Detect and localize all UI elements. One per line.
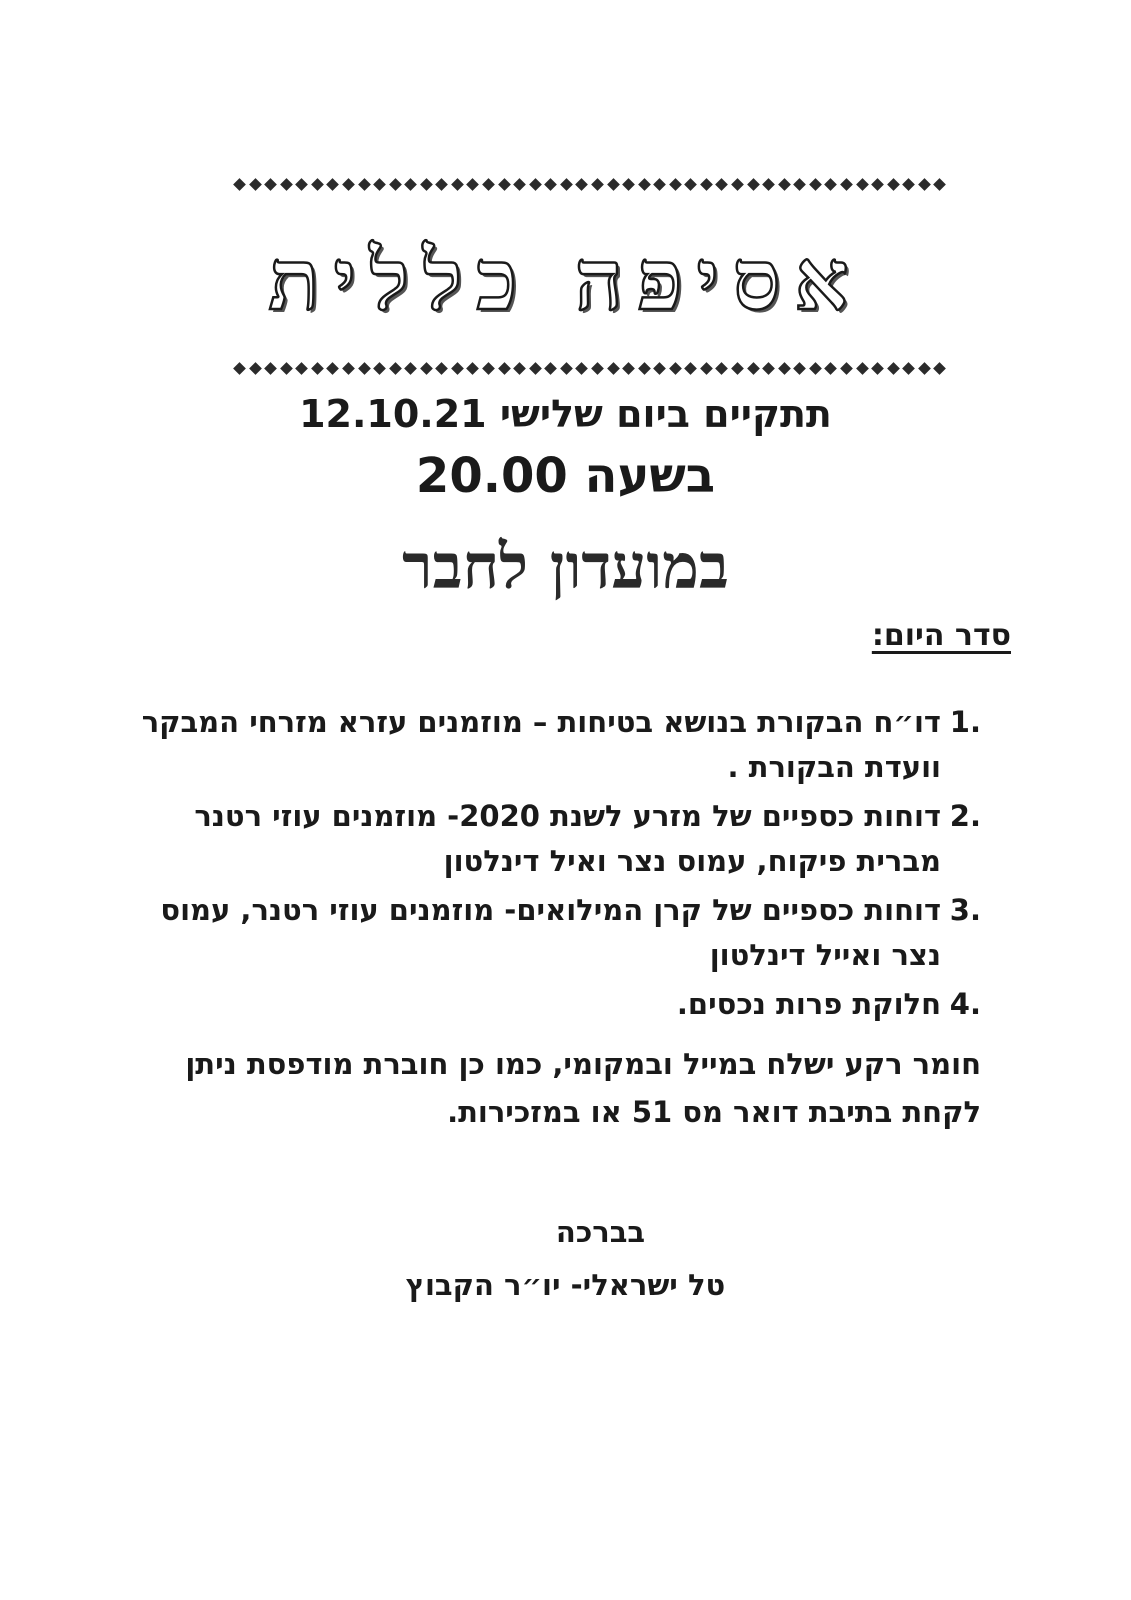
diamond-ornament bbox=[435, 178, 448, 191]
diamond-ornament bbox=[327, 178, 340, 191]
diamond-ornament bbox=[887, 178, 900, 191]
diamond-ornament bbox=[716, 362, 729, 375]
diamond-ornament bbox=[809, 362, 822, 375]
diamond-ornament bbox=[451, 178, 464, 191]
diamond-ornament bbox=[358, 178, 371, 191]
diamond-ornament bbox=[731, 362, 744, 375]
diamond-ornament bbox=[918, 178, 931, 191]
diamond-ornament bbox=[482, 362, 495, 375]
diamond-ornament bbox=[342, 362, 355, 375]
agenda-item bbox=[131, 794, 981, 884]
diamond-ornament bbox=[933, 362, 946, 375]
diamond-ornament bbox=[871, 362, 884, 375]
diamond-ornament bbox=[762, 178, 775, 191]
diamond-ornament bbox=[762, 362, 775, 375]
diamond-ornament bbox=[825, 178, 838, 191]
diamond-ornament bbox=[622, 178, 635, 191]
diamond-ornament bbox=[513, 362, 526, 375]
diamond-ornament bbox=[638, 362, 651, 375]
diamond-ornament bbox=[747, 178, 760, 191]
diamond-ornament bbox=[793, 178, 806, 191]
diamond-ornament bbox=[856, 362, 869, 375]
diamond-ornament bbox=[389, 178, 402, 191]
background-material-notice: חומר רקע ישלח במייל ובמקומי, כמו כן חוברת מודפסת ניתן לקחת בתיבת דואר מס 51 או במזכירות. bbox=[185, 1047, 981, 1129]
diamond-ornament bbox=[295, 178, 308, 191]
diamond-ornament bbox=[576, 178, 589, 191]
diamond-ornament bbox=[871, 178, 884, 191]
diamond-ornament bbox=[809, 178, 822, 191]
signer-name: טל ישראלי- יו״ר הקבוץ bbox=[405, 1268, 726, 1302]
diamond-ornament bbox=[684, 362, 697, 375]
diamond-ornament bbox=[420, 178, 433, 191]
diamond-ornament bbox=[684, 178, 697, 191]
diamond-ornament bbox=[280, 362, 293, 375]
diamond-ornament bbox=[467, 362, 480, 375]
diamond-ornament bbox=[311, 362, 324, 375]
diamond-ornament bbox=[887, 362, 900, 375]
diamond-ornament bbox=[264, 178, 277, 191]
diamond-ornament bbox=[607, 362, 620, 375]
diamond-ornament bbox=[731, 178, 744, 191]
diamond-ornament bbox=[280, 178, 293, 191]
diamond-ornament bbox=[778, 362, 791, 375]
meeting-date: תתקיים ביום שלישי 12.10.21 bbox=[299, 392, 832, 436]
diamond-ornament bbox=[544, 362, 557, 375]
diamond-ornament bbox=[591, 178, 604, 191]
diamond-ornament bbox=[591, 362, 604, 375]
bottom-diamond-border bbox=[235, 358, 945, 378]
closing-greeting: בברכה bbox=[555, 1215, 646, 1249]
agenda-item-number: 1. bbox=[949, 705, 981, 739]
diamond-ornament bbox=[902, 362, 915, 375]
meeting-time: בשעה 20.00 bbox=[415, 448, 716, 504]
diamond-ornament bbox=[264, 362, 277, 375]
diamond-ornament bbox=[342, 178, 355, 191]
diamond-ornament bbox=[653, 362, 666, 375]
diamond-ornament bbox=[544, 178, 557, 191]
diamond-ornament bbox=[295, 362, 308, 375]
diamond-ornament bbox=[856, 178, 869, 191]
diamond-ornament bbox=[435, 362, 448, 375]
diamond-ornament bbox=[560, 178, 573, 191]
diamond-ornament bbox=[918, 362, 931, 375]
diamond-ornament bbox=[840, 362, 853, 375]
diamond-ornament bbox=[793, 362, 806, 375]
diamond-ornament bbox=[482, 178, 495, 191]
diamond-ornament bbox=[669, 178, 682, 191]
diamond-ornament bbox=[747, 362, 760, 375]
diamond-ornament bbox=[576, 362, 589, 375]
diamond-ornament bbox=[233, 362, 246, 375]
diamond-ornament bbox=[669, 362, 682, 375]
agenda-item bbox=[131, 700, 981, 790]
diamond-ornament bbox=[653, 178, 666, 191]
diamond-ornament bbox=[716, 178, 729, 191]
diamond-ornament bbox=[404, 362, 417, 375]
agenda-heading: סדר היום: bbox=[871, 618, 1011, 653]
diamond-ornament bbox=[358, 362, 371, 375]
agenda-item-text: דוחות כספיים של מזרע לשנת 2020- מוזמנים עוזי רטנר מברית פיקוח, עמוס נצר ואיל דינלטון bbox=[194, 799, 941, 878]
agenda-item bbox=[131, 888, 981, 978]
diamond-ornament bbox=[451, 362, 464, 375]
diamond-ornament bbox=[840, 178, 853, 191]
agenda-item-text: חלוקת פרות נכסים. bbox=[676, 987, 941, 1021]
diamond-ornament bbox=[700, 362, 713, 375]
diamond-ornament bbox=[404, 178, 417, 191]
diamond-ornament bbox=[622, 362, 635, 375]
agenda-item-text: דו״ח הבקורת בנושא בטיחות – מוזמנים עזרא מזרחי המבקר וועדת הבקורת . bbox=[141, 705, 941, 784]
top-diamond-border bbox=[235, 174, 945, 194]
diamond-ornament bbox=[825, 362, 838, 375]
diamond-ornament bbox=[249, 178, 262, 191]
agenda-item-text: דוחות כספיים של קרן המילואים- מוזמנים עוזי רטנר, עמוס נצר ואייל דינלטון bbox=[160, 893, 941, 972]
diamond-ornament bbox=[778, 178, 791, 191]
diamond-ornament bbox=[513, 178, 526, 191]
diamond-ornament bbox=[373, 178, 386, 191]
agenda-item-number: 3. bbox=[949, 893, 981, 927]
diamond-ornament bbox=[311, 178, 324, 191]
meeting-place: במועדון לחבר bbox=[402, 530, 729, 603]
diamond-ornament bbox=[233, 178, 246, 191]
diamond-ornament bbox=[373, 362, 386, 375]
diamond-ornament bbox=[529, 362, 542, 375]
agenda-list bbox=[131, 700, 981, 1031]
diamond-ornament bbox=[933, 178, 946, 191]
diamond-ornament bbox=[700, 178, 713, 191]
diamond-ornament bbox=[467, 178, 480, 191]
diamond-ornament bbox=[638, 178, 651, 191]
diamond-ornament bbox=[327, 362, 340, 375]
agenda-item-number: 2. bbox=[949, 799, 981, 833]
diamond-ornament bbox=[529, 178, 542, 191]
diamond-ornament bbox=[498, 362, 511, 375]
document-title: אסיפה כללית bbox=[268, 230, 863, 329]
diamond-ornament bbox=[902, 178, 915, 191]
diamond-ornament bbox=[560, 362, 573, 375]
diamond-ornament bbox=[389, 362, 402, 375]
diamond-ornament bbox=[249, 362, 262, 375]
agenda-item-number: 4. bbox=[949, 987, 981, 1021]
diamond-ornament bbox=[420, 362, 433, 375]
diamond-ornament bbox=[607, 178, 620, 191]
diamond-ornament bbox=[498, 178, 511, 191]
agenda-item bbox=[131, 982, 981, 1027]
